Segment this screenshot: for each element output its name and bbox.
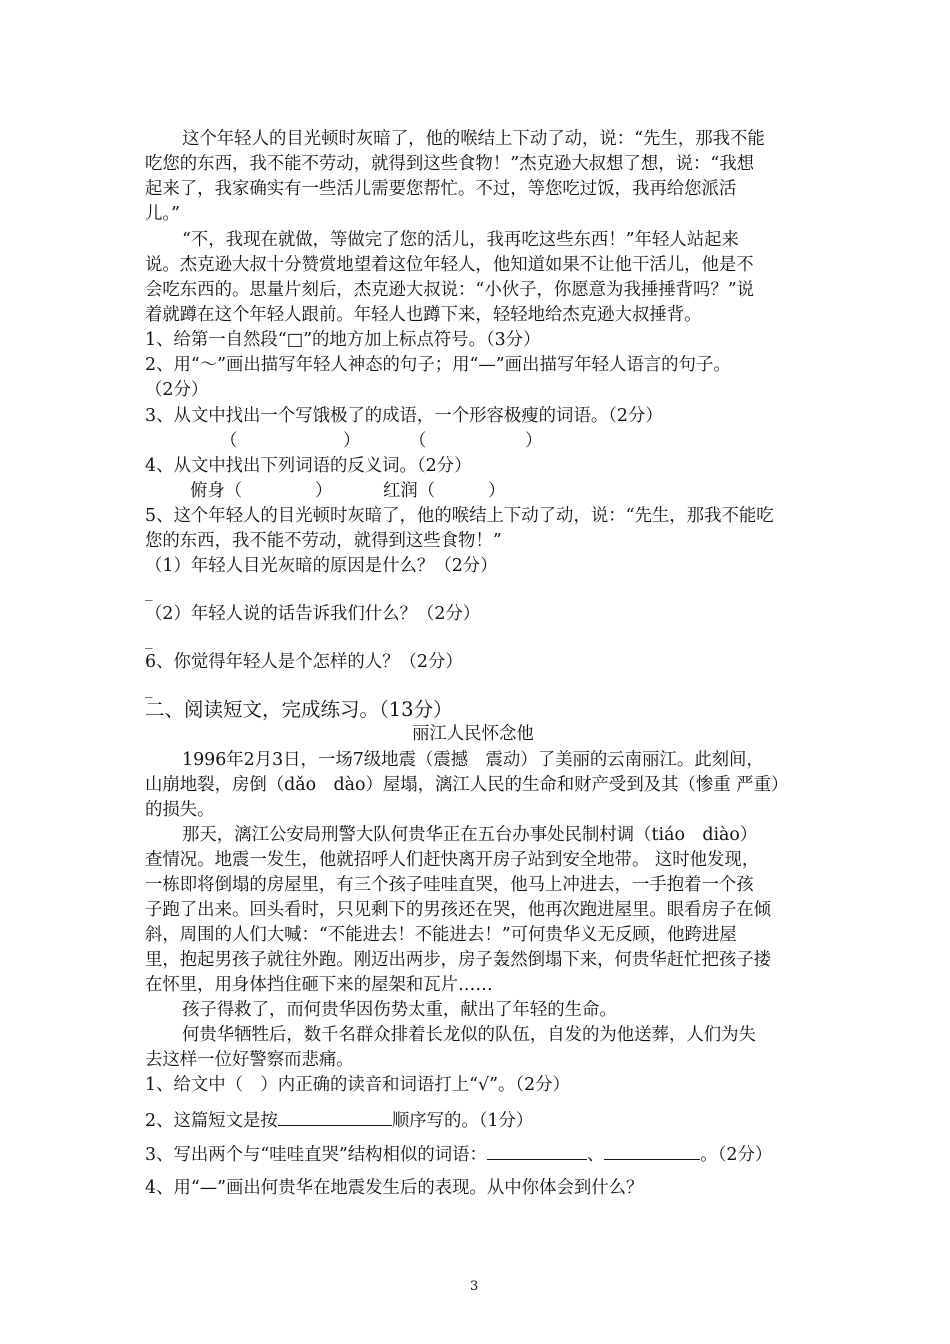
- q3-answer-paren-open-1: （: [220, 431, 238, 451]
- q4-word-1: 俯身（: [190, 481, 243, 501]
- s1-question-5-2: （2）年轻人说的话告诉我们什么？（2分）: [145, 604, 481, 624]
- s1-question-4: 4、从文中找出下列词语的反义词。（2分）: [145, 456, 472, 476]
- answer-blank-5-2[interactable]: _: [145, 631, 153, 649]
- s2-p1-line-2: 山崩地裂，房倒（dǎo dào）屋塌，漓江人民的生命和财产受到及其（惨重 严重）: [145, 775, 789, 795]
- s2-p2-line-7: 在怀里，用身体挡住砸下来的屋架和瓦片……: [145, 975, 493, 995]
- s1-question-2-points: （2分）: [145, 380, 209, 400]
- s1-question-5: 5、这个年轻人的目光顿时灰暗了，他的喉结上下动了动，说：“先生，那我不能吃: [145, 506, 774, 526]
- s2-p4-line-1: 何贵华牺牲后，数千名群众排着长龙似的队伍，自发的为他送葬，人们为失: [182, 1025, 756, 1045]
- s2-p1-line-3: 的损失。: [145, 800, 215, 820]
- similar-word-blank-1[interactable]: [487, 1141, 587, 1160]
- s2-question-3-suffix: 。（2分）: [700, 1145, 773, 1165]
- s1-p1-line-3: 起来了，我家确实有一些活儿需要您帮忙。不过，等您吃过饭，我再给您派活: [145, 179, 737, 199]
- q3-answer-paren-open-2: （: [409, 431, 427, 451]
- s2-question-2-suffix: 顺序写的。（1分）: [391, 1111, 534, 1131]
- s2-p2-line-2: 查情况。地震一发生，他就招呼人们赶快离开房子站到安全地带。 这时他发现，: [145, 850, 760, 870]
- s2-question-2-prefix: 2、这篇短文是按: [145, 1111, 278, 1131]
- similar-word-blank-2[interactable]: [604, 1141, 700, 1160]
- s1-p2-line-2: 说。杰克逊大叔十分赞赏地望着这位年轻人，他知道如果不让他干活儿，他是不: [145, 255, 754, 275]
- s1-question-3: 3、从文中找出一个写饿极了的成语，一个形容极瘦的词语。（2分）: [145, 406, 663, 426]
- section-2-heading: 二、阅读短文，完成练习。（13分）: [145, 698, 453, 721]
- s2-p2-line-1: 那天，漓江公安局刑警大队何贵华正在五台办事处民制村调（tiáo diào）: [182, 825, 758, 845]
- s2-question-2: [145, 1107, 533, 1133]
- s1-question-5-1: （1）年轻人目光灰暗的原因是什么？（2分）: [145, 556, 498, 576]
- answer-blank-5-1[interactable]: _: [145, 583, 153, 601]
- answer-blank-6[interactable]: _: [145, 680, 153, 698]
- s2-question-3: [145, 1141, 772, 1167]
- s1-p2-line-4: 着就蹲在这个年轻人跟前。年轻人也蹲下来，轻轻地给杰克逊大叔捶背。: [145, 305, 702, 325]
- page-number: 3: [470, 1279, 479, 1294]
- s2-p2-line-6: 里，抱起男孩子就往外跑。刚迈出两步，房子轰然倒塌下来，何贵华赶忙把孩子搂: [145, 950, 772, 970]
- s1-question-2: 2、用“～”画出描写年轻人神态的句子；用“—”画出描写年轻人语言的句子。: [145, 355, 731, 375]
- s1-question-1: 1、给第一自然段“□”的地方加上标点符号。（3分）: [145, 330, 541, 350]
- s2-p2-line-4: 子跑了出来。回头看时，只见剩下的男孩还在哭，他再次跑进屋里。眼看房子在倾: [145, 900, 772, 920]
- s1-p1-line-1: 这个年轻人的目光顿时灰暗了，他的喉结上下动了动，说：“先生，那我不能: [182, 129, 765, 149]
- s2-p2-line-5: 斜，周围的人们大喊：“不能进去！不能进去！”可何贵华义无反顾，他跨进屋: [145, 925, 737, 945]
- q3-answer-paren-close-2: ）: [525, 431, 543, 451]
- s2-question-3-sep: 、: [586, 1145, 605, 1165]
- s1-p2-line-1: “不，我现在就做，等做完了您的活儿，我再吃这些东西！”年轻人站起来: [182, 230, 739, 250]
- q4-close-1: ）: [315, 481, 333, 501]
- s2-p1-line-1: 1996年2月3日，一场7级地震（震撼 震动）了美丽的云南丽江。此刻间，: [182, 750, 764, 770]
- q4-word-2: 红润（: [383, 481, 436, 501]
- s2-p4-line-2: 去这样一位好警察而悲痛。: [145, 1050, 354, 1070]
- passage-title: 丽江人民怀念他: [412, 724, 534, 744]
- q4-close-2: ）: [488, 481, 506, 501]
- q3-answer-paren-close-1: ）: [343, 431, 361, 451]
- s2-p2-line-3: 一栋即将倒塌的房屋里，有三个孩子哇哇直哭，他马上冲进去，一手抱着一个孩: [145, 875, 754, 895]
- s1-p1-line-2: 吃您的东西，我不能不劳动，就得到这些食物！”杰克逊大叔想了想，说：“我想: [145, 154, 755, 174]
- s1-p1-line-4: 儿。”: [145, 204, 180, 224]
- s1-question-5-cont: 您的东西，我不能不劳动，就得到这些食物！”: [145, 531, 502, 551]
- s2-question-3-prefix: 3、写出两个与“哇哇直哭”结构相似的词语：: [145, 1145, 487, 1165]
- order-answer-blank[interactable]: [278, 1107, 392, 1126]
- s2-question-1: 1、给文中（ ）内正确的读音和词语打上“√”。（2分）: [145, 1075, 570, 1095]
- s1-question-6: 6、你觉得年轻人是个怎样的人？（2分）: [145, 652, 463, 672]
- s2-question-4: 4、用“—”画出何贵华在地震发生后的表现。从中你体会到什么？: [145, 1178, 644, 1198]
- s1-p2-line-3: 会吃东西的。思量片刻后，杰克逊大叔说：“小伙子，你愿意为我捶捶背吗？”说: [145, 280, 755, 300]
- s2-p3: 孩子得救了，而何贵华因伤势太重，献出了年轻的生命。: [182, 1000, 617, 1020]
